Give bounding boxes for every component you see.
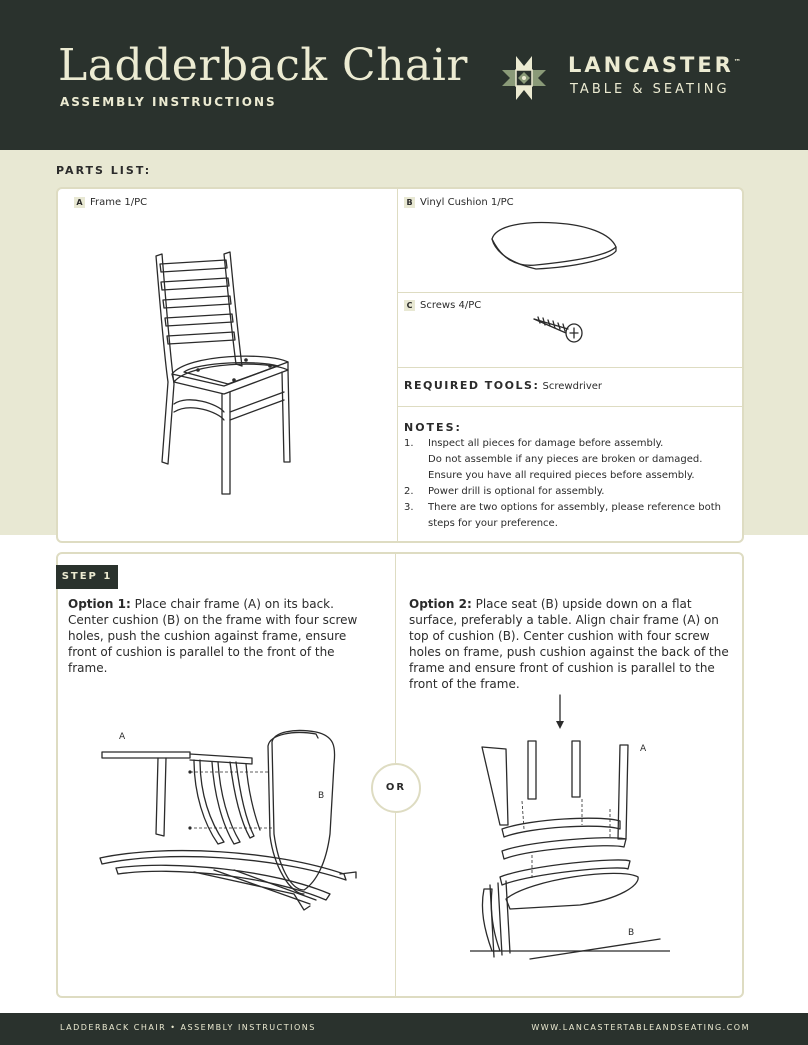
option-2-body: Place seat (B) upside down on a flat surface, preferably a table. Align chair frame (A) on top of cushion (B). Center cushion with four screw holes on frame, push cushion against the back of the frame and ensure front of cushion is parallel to the front of the frame.	[409, 597, 729, 691]
note-item	[404, 436, 734, 484]
option-1-text	[68, 596, 368, 676]
footer-bar	[0, 1013, 808, 1045]
option-2-diagram	[470, 689, 670, 969]
note-text: Power drill is optional for assembly.	[428, 486, 605, 497]
option-1-title: Option 1:	[68, 597, 131, 611]
note-text: Inspect all pieces for damage before assembly. Do not assemble if any pieces are broken or damaged. Ensure you have all required pieces before assembly.	[428, 438, 703, 481]
parts-divider	[397, 367, 742, 368]
step-badge: STEP 1	[56, 565, 118, 589]
required-tools-label: REQUIRED TOOLS:	[404, 379, 540, 392]
or-divider-badge: OR	[371, 763, 421, 813]
part-b-label	[404, 197, 514, 208]
diagram-label-a: A	[119, 732, 126, 742]
parts-divider	[397, 406, 742, 407]
note-item	[404, 500, 734, 532]
note-item	[404, 484, 734, 500]
page-subtitle: ASSEMBLY INSTRUCTIONS	[60, 95, 277, 109]
step-1-card	[56, 552, 744, 998]
required-tools	[404, 379, 602, 392]
header-banner	[0, 0, 808, 150]
option-1-body: Place chair frame (A) on its back. Center cushion (B) on the frame with four screw holes, push the cushion against frame, ensure front of cushion is parallel to the front of the frame.	[68, 597, 358, 675]
footer-title: LADDERBACK CHAIR • ASSEMBLY INSTRUCTIONS	[60, 1023, 316, 1032]
part-name: Vinyl Cushion 1/PC	[420, 197, 514, 208]
part-name: Screws 4/PC	[420, 300, 482, 311]
note-number: 3.	[404, 502, 414, 513]
note-number: 2.	[404, 486, 414, 497]
part-a-label	[74, 197, 147, 208]
parts-divider	[397, 189, 398, 541]
diagram-label-b: B	[628, 928, 635, 938]
vinyl-cushion-illustration	[486, 217, 622, 273]
notes-section	[404, 421, 734, 532]
part-letter: C	[404, 300, 415, 311]
option-2-text	[409, 596, 735, 692]
parts-card	[56, 187, 744, 543]
chair-frame-illustration	[138, 244, 318, 504]
screw-illustration	[530, 307, 590, 347]
parts-list-heading: PARTS LIST:	[56, 164, 152, 177]
parts-divider	[397, 292, 742, 293]
brand-tagline: TABLE & SEATING	[570, 82, 730, 97]
part-letter: A	[74, 197, 85, 208]
note-number: 1.	[404, 438, 414, 449]
down-arrow-icon	[556, 721, 564, 729]
brand-name: LANCASTER™	[568, 53, 744, 77]
option-1-diagram	[94, 724, 364, 924]
quilt-star-logo-icon	[494, 48, 554, 108]
part-name: Frame 1/PC	[90, 197, 148, 208]
option-2-title: Option 2:	[409, 597, 472, 611]
notes-heading: NOTES:	[404, 421, 462, 434]
footer-website-link[interactable]: WWW.LANCASTERTABLEANDSEATING.COM	[531, 1023, 750, 1032]
part-letter: B	[404, 197, 415, 208]
page-title: Ladderback Chair	[58, 40, 468, 91]
diagram-label-a: A	[640, 744, 647, 754]
diagram-label-b: B	[318, 791, 325, 801]
note-text: There are two options for assembly, please reference both steps for your preference.	[428, 502, 721, 529]
required-tools-value: Screwdriver	[542, 381, 603, 392]
part-c-label	[404, 300, 481, 311]
